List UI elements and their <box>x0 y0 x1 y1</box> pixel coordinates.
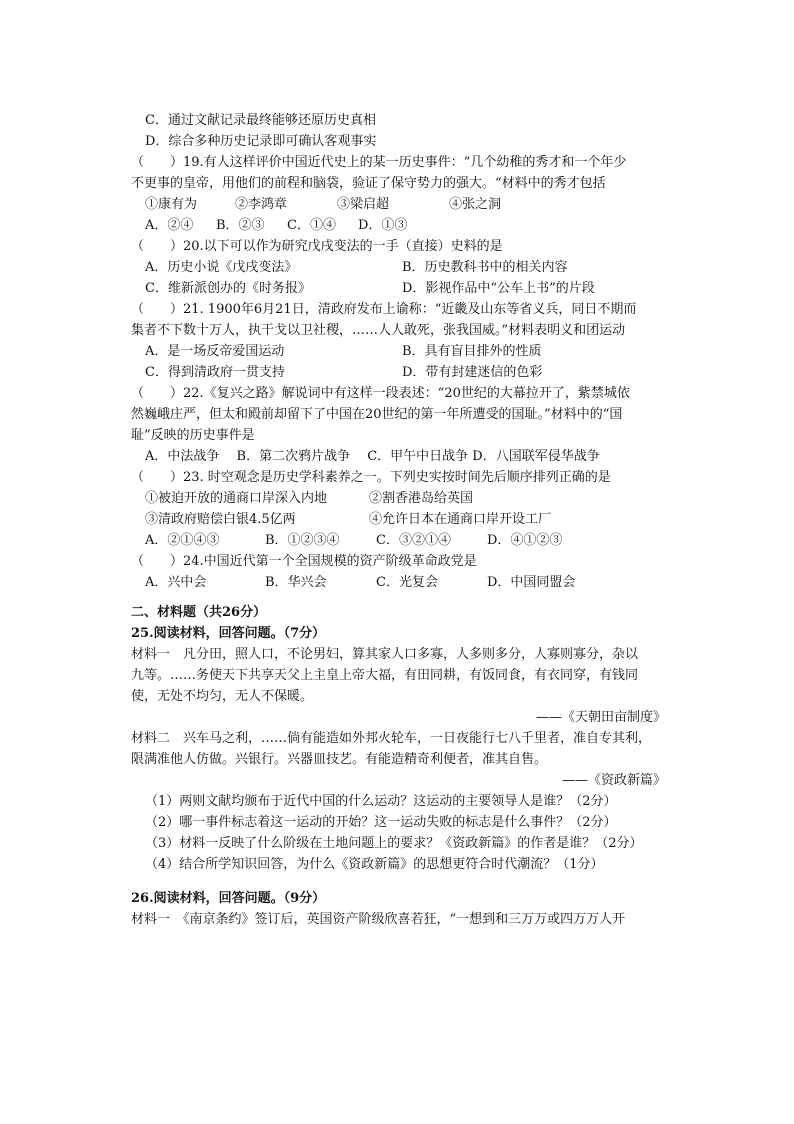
q26-title: 26.阅读材料，回答问题。（9分） <box>131 891 326 906</box>
q20-option-b: B．历史教科书中的相关内容 <box>402 260 568 275</box>
q18-option-d: D．综合多种历史记录即可确认客观事实 <box>145 134 377 149</box>
q21-stem-line1: （ ）21. 1900年6月21日，清政府发布上谕称：“近畿及山东等省义兵，同日不期而 <box>131 302 637 317</box>
q23-item-4: ④允许日本在通商口岸开设工厂 <box>369 512 552 527</box>
q26-material1-line1: 材料一 《南京条约》签订后，英国资产阶级欣喜若狂，“一想到和三万万或四万万人开 <box>131 912 626 927</box>
q19-option-b: B．②③ <box>216 218 265 233</box>
q20-stem: （ ）20.以下可以作为研究戊戌变法的一手（直接）史料的是 <box>131 239 503 254</box>
section-2-title: 二、材料题（共26分） <box>131 605 267 620</box>
q25-material1-line2: 九等。……务使天下共享天父上主皇上帝大福，有田同耕，有饭同食，有衣同穿，有钱同 <box>131 668 639 683</box>
q25-title: 25.阅读材料，回答问题。（7分） <box>131 626 326 641</box>
q22-stem-line3: 耻”反映的历史事件是 <box>131 428 255 443</box>
q19-stem-line1: （ ）19.有人这样评价中国近代史上的某一历史事件：“几个幼稚的秀才和一个年少 <box>131 155 627 170</box>
q23-option-d: D．④①②③ <box>487 533 563 548</box>
q21-stem-line2: 集者不下数十万人，执干戈以卫社稷，……人人敢死，张我国威。”材料表明义和团运动 <box>131 323 626 338</box>
q23-item-3: ③清政府赔偿白银4.5亿两 <box>145 512 296 527</box>
q25-subquestion-2: （2）哪一事件标志着这一运动的开始？这一运动失败的标志是什么事件？（2分） <box>145 815 617 830</box>
q19-item-2: ②李鸿章 <box>235 197 288 212</box>
q23-stem: （ ）23. 时空观念是历史学科素养之一。下列史实按时间先后顺序排列正确的是 <box>131 470 611 485</box>
q22-stem-line2: 然巍峨庄严，但太和殿前却留下了中国在20世纪的第一年所遭受的国耻。”材料中的“国 <box>131 407 623 422</box>
q24-option-a: A．兴中会 <box>145 575 207 590</box>
q25-subquestion-1: （1）两则文献均颁布于近代中国的什么运动？这运动的主要领导人是谁？（2分） <box>145 794 617 809</box>
q23-option-a: A．②①④③ <box>145 533 220 548</box>
q21-option-c: C．得到清政府一贯支持 <box>145 365 285 380</box>
q20-option-c: C．维新派创办的《时务报》 <box>145 281 311 296</box>
q24-option-c: C．光复会 <box>376 575 438 590</box>
q25-material1-line3: 使，无处不均匀，无人不保暖。 <box>131 689 314 704</box>
q24-option-d: D．中国同盟会 <box>487 575 576 590</box>
q21-option-b: B．具有盲目排外的性质 <box>402 344 542 359</box>
q19-item-3: ③梁启超 <box>337 197 390 212</box>
q18-option-c: C．通过文献记录最终能够还原历史真相 <box>145 113 376 128</box>
q19-stem-line2: 不更事的皇帝，用他们的前程和脑袋，验证了保守势力的强大。“材料中的秀才包括 <box>131 176 606 191</box>
q19-item-1: ①康有为 <box>145 197 198 212</box>
q25-material2-source: ——《资政新篇》 <box>561 773 666 788</box>
q19-item-4: ④张之洞 <box>449 197 502 212</box>
q24-stem: （ ）24.中国近代第一个全国规模的资产阶级革命政党是 <box>131 554 477 569</box>
q23-option-c: C．③②①④ <box>376 533 451 548</box>
q22-options: A．中法战争 B．第二次鸦片战争 C．甲午中日战争 D．八国联军侵华战争 <box>145 449 600 464</box>
q23-option-b: B．①②③④ <box>265 533 340 548</box>
q19-option-c: C．①④ <box>287 218 336 233</box>
q23-item-1: ①被迫开放的通商口岸深入内地 <box>145 491 328 506</box>
q19-option-a: A．②④ <box>145 218 194 233</box>
q21-option-a: A．是一场反帝爱国运动 <box>145 344 285 359</box>
q23-item-2: ②割香港岛给英国 <box>369 491 474 506</box>
q25-material2-line2: 限满准他人仿做。兴银行。兴器皿技艺。有能造精奇利便者，准其自售。 <box>131 752 548 767</box>
q19-option-d: D．①③ <box>358 218 408 233</box>
q25-material1-source: ——《天朝田亩制度》 <box>535 710 666 725</box>
q21-option-d: D．带有封建迷信的色彩 <box>402 365 543 380</box>
q25-material1-line1: 材料一 凡分田，照人口，不论男妇，算其家人口多寡，人多则多分，人寡则寡分，杂以 <box>131 647 639 662</box>
q20-option-a: A．历史小说《戊戌变法》 <box>145 260 298 275</box>
q24-option-b: B．华兴会 <box>265 575 327 590</box>
q25-material2-line1: 材料二 兴车马之利，……倘有能造如外邦火轮车，一日夜能行七八千里者，准自专其利， <box>131 731 652 746</box>
q22-stem-line1: （ ）22.《复兴之路》解说词中有这样一段表述：“20世纪的大幕拉开了，紫禁城依 <box>131 386 630 401</box>
q20-option-d: D．影视作品中“公车上书”的片段 <box>402 281 595 296</box>
q25-subquestion-4: （4）结合所学知识回答，为什么《资政新篇》的思想更符合时代潮流？（1分） <box>145 857 604 872</box>
q25-subquestion-3: （3）材料一反映了什么阶级在土地问题上的要求？《资政新篇》的作者是谁？（2分） <box>145 836 643 851</box>
